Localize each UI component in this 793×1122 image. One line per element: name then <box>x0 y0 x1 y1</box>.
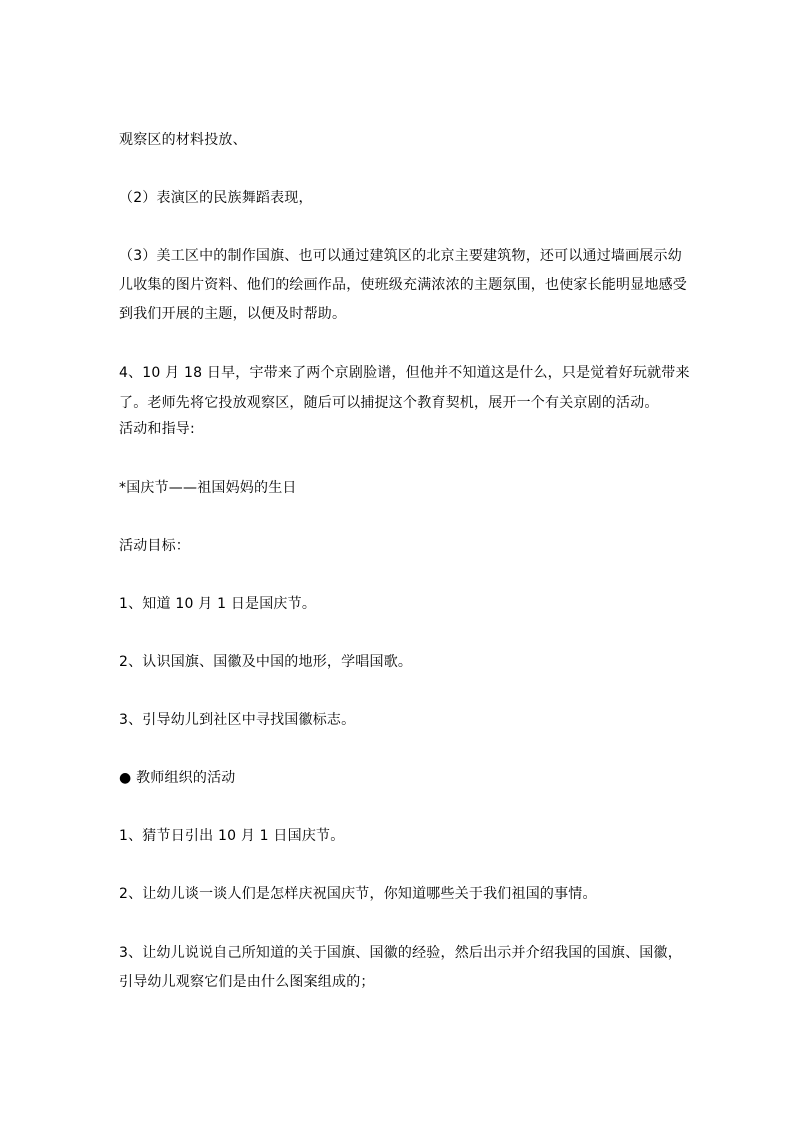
text-line: *国庆节——祖国妈妈的生日 <box>119 480 297 496</box>
text-line: 观察区的材料投放、 <box>119 132 247 148</box>
text-line: 引导幼儿观察它们是由什么图案组成的； <box>119 974 375 990</box>
text-line: 了。老师先将它投放观察区，随后可以捕捉这个教育契机，展开一个有关京剧的活动。 <box>119 395 659 411</box>
text-line: 1、知道 10 月 1 日是国庆节。 <box>119 596 317 612</box>
text-line: ● 教师组织的活动 <box>119 770 236 786</box>
text-line: （3）美工区中的制作国旗、也可以通过建筑区的北京主要建筑物，还可以通过墙画展示幼 <box>119 248 682 264</box>
text-line: 活动和指导: <box>119 421 195 437</box>
text-line: （2）表演区的民族舞蹈表现， <box>119 190 313 206</box>
text-line: 到我们开展的主题，以便及时帮助。 <box>119 306 347 322</box>
text-line: 2、认识国旗、国徽及中国的地形，学唱国歌。 <box>119 654 413 670</box>
text-line: 3、让幼儿说说自己所知道的关于国旗、国徽的经验，然后出示并介绍我国的国旗、国徽， <box>119 945 682 961</box>
text-line: 儿收集的图片资料、他们的绘画作品，使班级充满浓浓的主题氛围，也使家长能明显地感受 <box>119 277 687 293</box>
text-line: 活动目标： <box>119 538 190 554</box>
text-line: 1、猜节日引出 10 月 1 日国庆节。 <box>119 828 345 844</box>
text-line: 2、让幼儿谈一谈人们是怎样庆祝国庆节，你知道哪些关于我们祖国的事情。 <box>119 886 597 902</box>
text-line: 4、10 月 18 日早，宇带来了两个京剧脸谱，但他并不知道这是什么，只是觉着好玩就带来 <box>119 365 690 381</box>
text-line: 3、引导幼儿到社区中寻找国徽标志。 <box>119 712 356 728</box>
